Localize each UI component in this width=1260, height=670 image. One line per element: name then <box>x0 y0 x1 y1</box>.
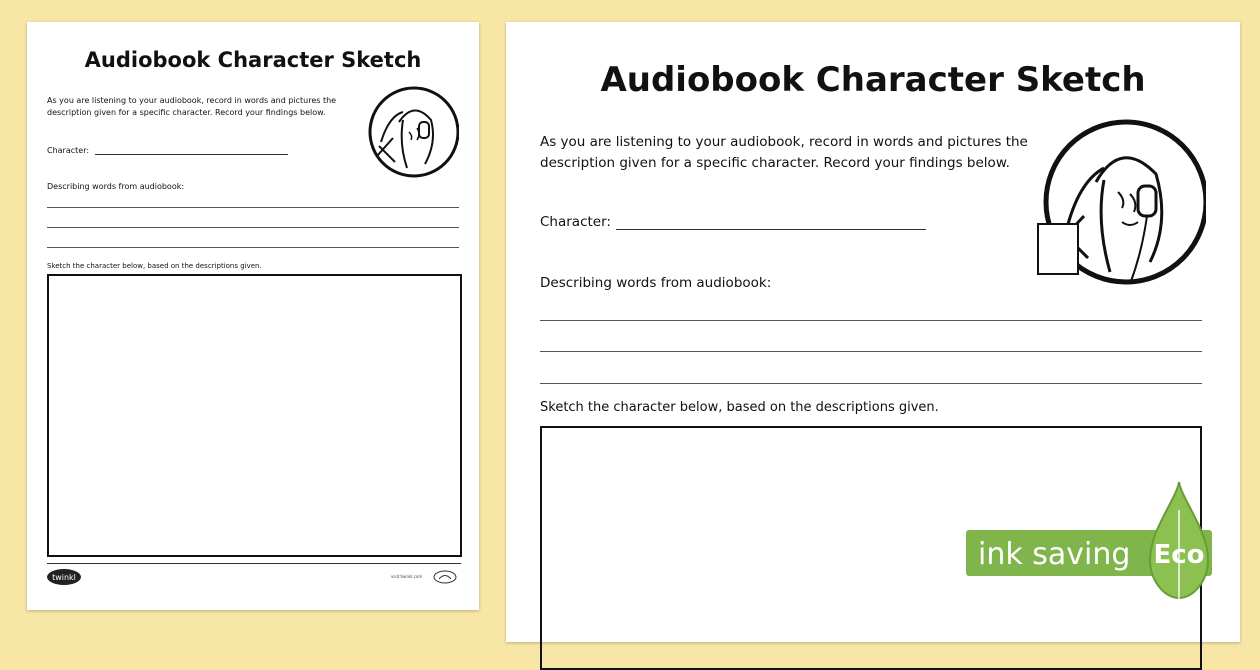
partner-logo-icon <box>433 570 457 584</box>
eco-label: Eco <box>1153 540 1205 570</box>
sketch-box <box>47 274 462 557</box>
ink-saving-label: ink saving <box>978 537 1131 572</box>
girl-with-headphones-icon <box>359 82 459 182</box>
worksheet-preview-small <box>27 22 479 610</box>
twinkl-logo <box>45 568 83 586</box>
describing-words-label: Describing words from audiobook: <box>540 275 772 291</box>
writing-line <box>47 207 459 208</box>
writing-line <box>540 383 1202 384</box>
writing-line <box>47 247 459 248</box>
eco-ink-saving-badge <box>966 480 1256 630</box>
character-answer-line <box>616 229 926 230</box>
sketch-label: Sketch the character below, based on the descriptions given. <box>540 400 939 415</box>
footer-url: visit twinkl.com <box>391 574 423 579</box>
character-label: Character: <box>540 214 611 230</box>
character-label: Character: <box>47 146 90 155</box>
sketch-label: Sketch the character below, based on the descriptions given. <box>47 262 262 270</box>
intro-text: As you are listening to your audiobook, record in words and pictures the description given for a specific character. Record your findings below. <box>47 96 337 117</box>
footer-divider <box>47 563 461 564</box>
girl-with-headphones-icon <box>1026 112 1206 292</box>
page-title: Audiobook Character Sketch <box>84 48 422 72</box>
writing-line <box>47 227 459 228</box>
describing-words-label: Describing words from audiobook: <box>47 182 185 191</box>
intro-text: As you are listening to your audiobook, record in words and pictures the description given for a specific character. Record your findings below. <box>540 134 1028 171</box>
writing-line <box>540 351 1202 352</box>
page-title: Audiobook Character Sketch <box>600 60 1146 100</box>
svg-text:twinkl: twinkl <box>52 573 76 582</box>
character-answer-line <box>95 154 288 155</box>
writing-line <box>540 320 1202 321</box>
